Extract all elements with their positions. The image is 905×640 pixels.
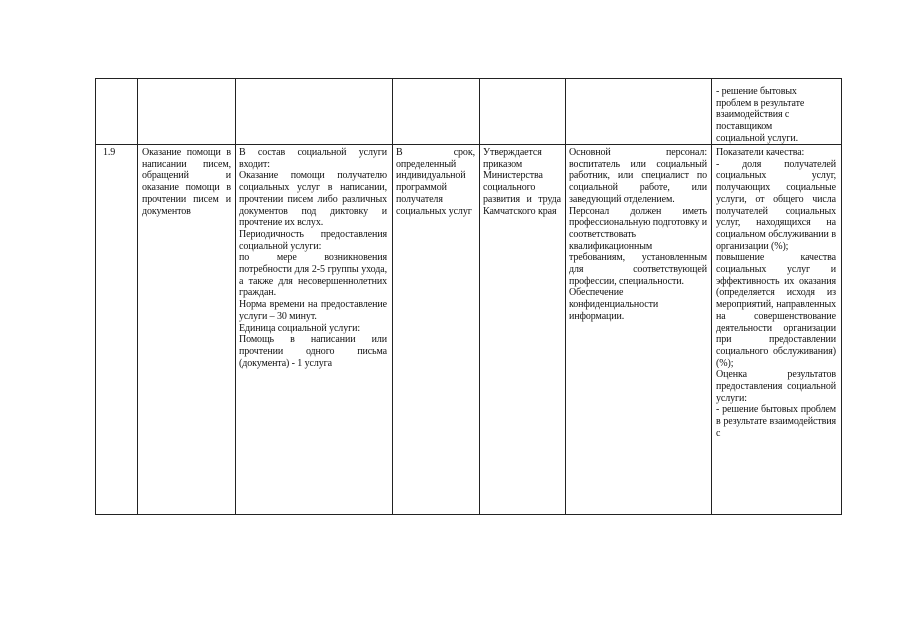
quality-paragraph: - решение бытовых проблем в результате взаимодействия с (716, 404, 836, 439)
row-number: 1.9 (103, 147, 116, 158)
column-border (95, 78, 96, 515)
quality-line: социальной услуги. (716, 132, 799, 144)
table-bottom-border (95, 514, 842, 515)
conditions-paragraph: Обеспечение конфиденциальности информации. (569, 287, 659, 322)
conditions-cell (569, 147, 707, 323)
content-paragraph: Периодичность предоставления социальной услуги: (239, 228, 387, 252)
table-top-border (95, 78, 842, 79)
content-paragraph: Норма времени на предоставление услуги – 30 минут. (239, 299, 387, 322)
service-name-cell (142, 147, 231, 217)
column-border (137, 78, 138, 515)
column-border (479, 78, 480, 515)
content-paragraph: по мере возникновения потребности для 2-5 группы ухода, а также для несовершеннолетних граждан. (239, 252, 387, 299)
column-border (565, 78, 566, 515)
quality-cell (716, 147, 836, 440)
content-paragraph: Помощь в написании или прочтении одного письма (документа) - 1 услуга (239, 334, 387, 369)
conditions-paragraph: Основной персонал: воспитатель или социальный работник, или специалист по социальной работе, или заведующий отделением. (569, 147, 707, 205)
quality-line: поставщиком (716, 121, 773, 133)
quality-paragraph: Оценка результатов предоставления социальной услуги: (716, 369, 836, 404)
column-border (711, 78, 712, 515)
quality-line: проблем в результате (716, 97, 805, 109)
quality-cell-continued (716, 86, 836, 145)
column-border (235, 78, 236, 515)
quality-line: взаимодействия с (716, 109, 790, 121)
tariff-cell (483, 147, 561, 217)
content-paragraph: В состав социальной услуги входит: (239, 147, 387, 170)
column-border (392, 78, 393, 515)
conditions-paragraph: Персонал должен иметь профессиональную подготовку и соответствовать квалификационным требованиям, установленным для соответствующей профессии, специальности. (569, 205, 707, 287)
tariff-text: Утверждается приказом Министерства социального развития и труда Камчатского края (483, 147, 561, 217)
service-name: Оказание помощи в написании писем, обращений и оказание помощи в прочтении писем и документов (142, 147, 231, 217)
service-content-cell (239, 147, 387, 369)
content-paragraph: Единица социальной услуги: (239, 322, 361, 334)
term-cell (396, 147, 475, 217)
quality-paragraph: повышение качества социальных услуг и эффективность их оказания (определяется исходя из мероприятий, направленных на совершенствование деятельности организации при предоставлении социального обслуживания) (%); (716, 252, 836, 369)
quality-paragraph: Показатели качества: (716, 147, 805, 158)
quality-line: - решение бытовых (716, 86, 797, 97)
column-border (841, 78, 842, 515)
quality-paragraph: - доля получателей социальных услуг, получающих социальные услуги, от общего числа получателей социальных услуг, находящихся на социальном обслуживании в организации (%); (716, 158, 836, 252)
content-paragraph: Оказание помощи получателю социальных услуг в написании, прочтении писем либо различных документов под диктовку и прочтение их вслух. (239, 170, 387, 229)
term-text: В срок, определенный индивидуальной программой получателя социальных услуг (396, 147, 475, 217)
